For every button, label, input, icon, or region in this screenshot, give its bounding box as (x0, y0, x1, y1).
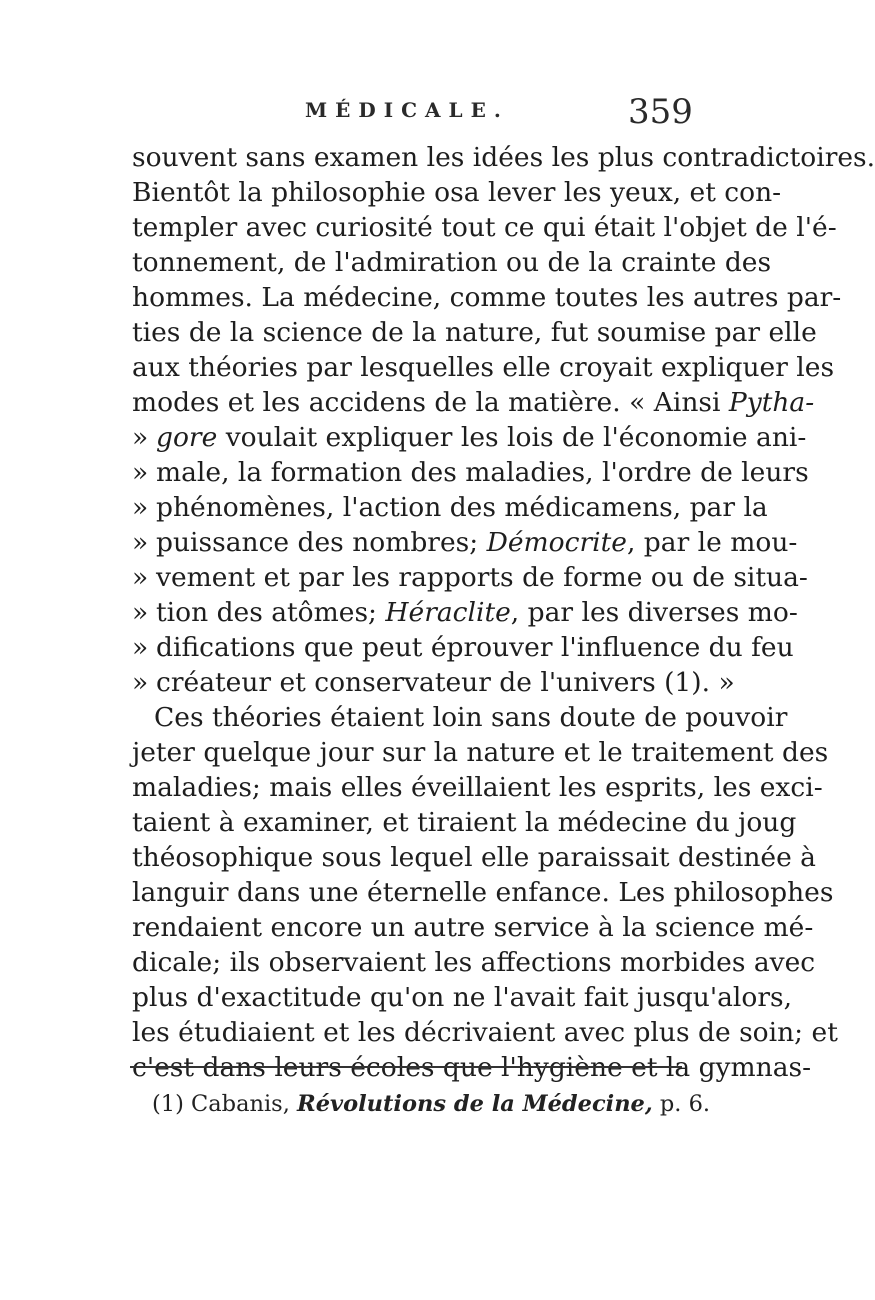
footnote-marker: (1) (152, 1091, 184, 1117)
running-head (0, 92, 800, 132)
text-line (132, 665, 735, 700)
page-number: 359 (628, 92, 693, 132)
text-segment: jeter quelque jour sur la nature et le traitement des (132, 737, 829, 768)
text-line (132, 910, 814, 945)
running-head-title: MÉDICALE. (305, 98, 509, 122)
text-line (132, 595, 798, 630)
body-text (132, 140, 875, 1085)
text-line (132, 210, 837, 245)
quote-mark: » (132, 597, 149, 628)
text-line (132, 420, 807, 455)
text-segment: vement et par les rapports de forme ou de situa- (156, 562, 808, 593)
text-line (132, 700, 788, 735)
quote-mark: » (132, 632, 149, 663)
text-line (132, 175, 782, 210)
text-line (132, 560, 808, 595)
text-segment: c'est dans leurs écoles que l'hygiène et la gymnas- (132, 1052, 812, 1083)
text-line (132, 840, 816, 875)
text-segment: taient à examiner, et tiraient la médecine du joug (132, 807, 797, 838)
text-segment: tonnement, de l'admiration ou de la crainte des (132, 247, 772, 278)
text-segment: , par le mou- (626, 527, 798, 558)
text-segment: tion des atômes; (156, 597, 386, 628)
text-line (132, 385, 815, 420)
text-segment: difications que peut éprouver l'influence du feu (156, 632, 794, 663)
text-segment: Bientôt la philosophie osa lever les yeux, et con- (132, 177, 782, 208)
quote-mark: » (132, 492, 149, 523)
italic-name: Démocrite (486, 527, 627, 558)
footnote-author: Cabanis, (191, 1091, 290, 1117)
text-line (132, 770, 823, 805)
text-segment: rendaient encore un autre service à la science mé- (132, 912, 814, 943)
text-line (132, 735, 829, 770)
quote-mark: » (132, 422, 149, 453)
text-segment: voulait expliquer les lois de l'économie ani- (217, 422, 807, 453)
text-line (132, 350, 835, 385)
text-segment: puissance des nombres; (156, 527, 487, 558)
text-segment: modes et les accidens de la matière. « Ainsi (132, 387, 729, 418)
text-line (132, 1015, 838, 1050)
quote-mark: » (132, 562, 149, 593)
text-segment: Ces théories étaient loin sans doute de pouvoir (154, 702, 788, 733)
text-segment: les étudiaient et les décrivaient avec plus de soin; et (132, 1017, 838, 1048)
text-line (132, 980, 793, 1015)
text-segment: , par les diverses mo- (510, 597, 798, 628)
text-segment: ties de la science de la nature, fut soumise par elle (132, 317, 817, 348)
text-line (132, 525, 798, 560)
text-segment: templer avec curiosité tout ce qui était l'objet de l'é- (132, 212, 837, 243)
text-line (132, 280, 842, 315)
text-line (132, 490, 768, 525)
text-segment: dicale; ils observaient les affections morbides avec (132, 947, 816, 978)
text-line (132, 805, 797, 840)
text-segment: hommes. La médecine, comme toutes les autres par- (132, 282, 842, 313)
italic-name: gore (156, 422, 218, 453)
text-line (132, 455, 809, 490)
text-segment: languir dans une éternelle enfance. Les philosophes (132, 877, 834, 908)
text-segment: aux théories par lesquelles elle croyait expliquer les (132, 352, 835, 383)
text-segment: théosophique sous lequel elle paraissait destinée à (132, 842, 816, 873)
text-segment: créateur et conservateur de l'univers (1). » (156, 667, 735, 698)
italic-name: Pytha- (728, 387, 815, 418)
text-line (132, 245, 772, 280)
footnote-page: p. 6. (659, 1091, 711, 1117)
quote-mark: » (132, 527, 149, 558)
footnote-title: Révolutions de la Médecine, (297, 1091, 653, 1117)
text-segment: phénomènes, l'action des médicamens, par la (156, 492, 768, 523)
text-line (132, 875, 834, 910)
footnote-rule (130, 1066, 682, 1068)
text-segment: maladies; mais elles éveillaient les esprits, les exci- (132, 772, 823, 803)
quote-mark: » (132, 667, 149, 698)
text-segment: souvent sans examen les idées les plus contradictoires. (132, 142, 875, 173)
text-line (132, 315, 817, 350)
text-line (132, 945, 816, 980)
text-segment: plus d'exactitude qu'on ne l'avait fait jusqu'alors, (132, 982, 793, 1013)
text-line (132, 630, 794, 665)
italic-name: Héraclite (385, 597, 511, 628)
text-segment: male, la formation des maladies, l'ordre de leurs (156, 457, 809, 488)
footnote (152, 1091, 710, 1117)
quote-mark: » (132, 457, 149, 488)
text-line (132, 140, 875, 175)
